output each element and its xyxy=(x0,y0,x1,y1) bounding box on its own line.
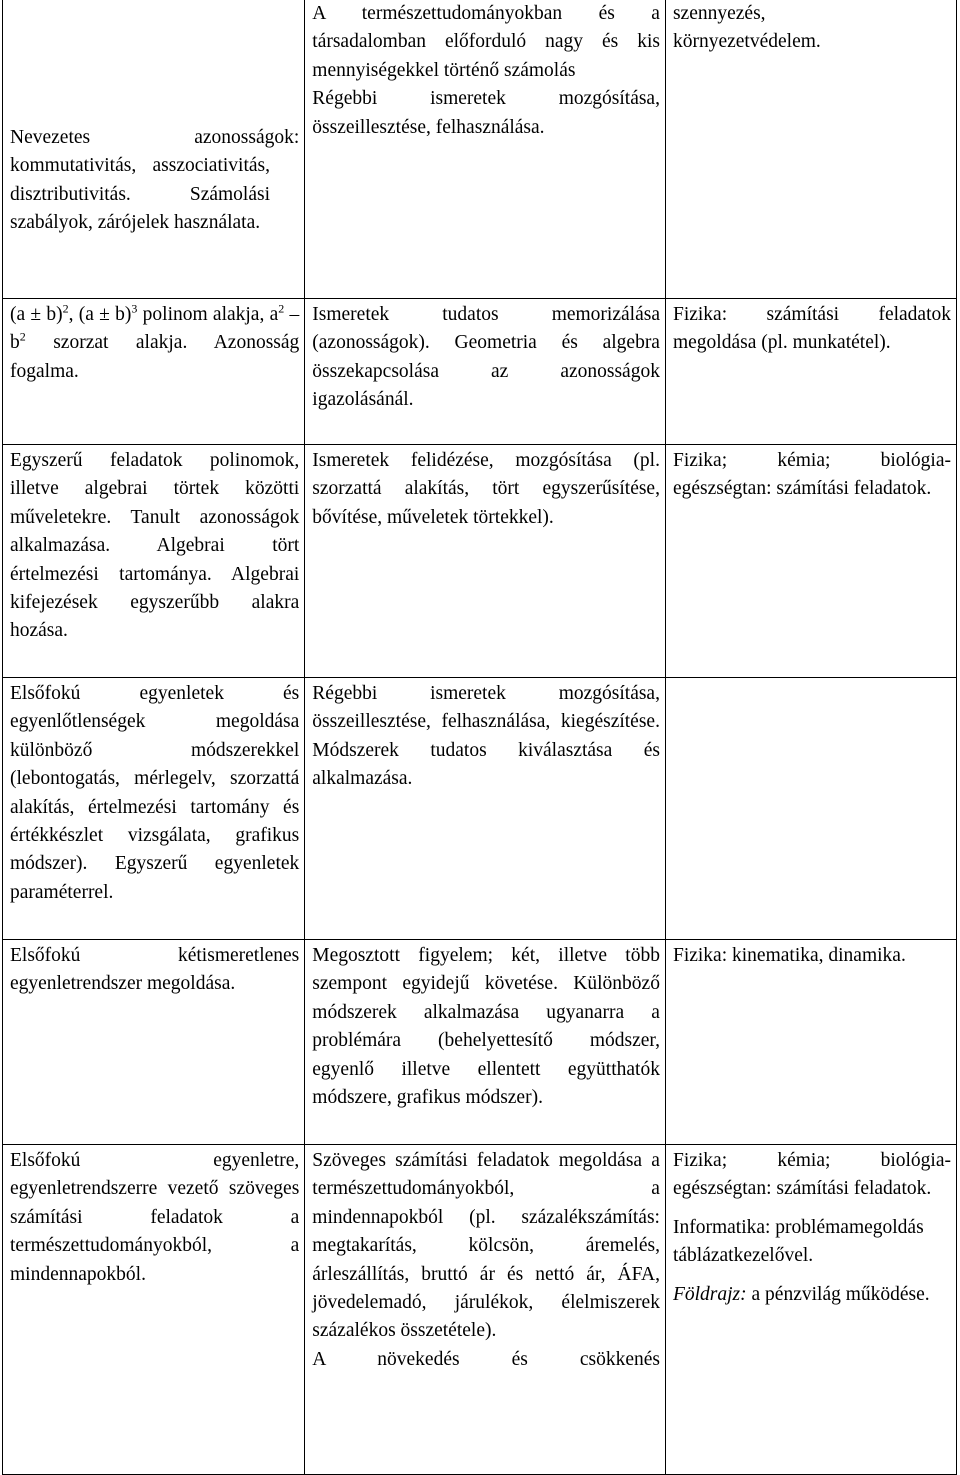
cell-text: kommutativitás, asszociativitás, disztributivitás. Számolási szabályok, zárójelek használata. xyxy=(10,155,270,234)
formula-text: $(a \pm b)^2$, $(a \pm b)^3$ polinom alakja, $a^2 - b^2$ szorzat alakja. Azonosság fogalma. xyxy=(10,301,300,382)
table-cell xyxy=(305,299,666,445)
table-row xyxy=(3,940,957,1145)
cell-text: Régebbi ismeretek mozgósítása, összeillesztése, felhasználása, kiegészítése. Módszerek tudatos kiválasztása és alkalmazása. xyxy=(312,683,660,790)
table-cell xyxy=(3,678,305,940)
cell-text: Megosztott figyelem; két, illetve több szempont egyidejű követése. Különböző módszerek alkalmazása ugyanarra a problémára (behelyettesítő módszer, egyenlő illetve ellentett együtthatók módszere, grafikus módszer). xyxy=(312,945,660,1109)
table-cell xyxy=(665,0,956,299)
table-cell xyxy=(3,1145,305,1475)
cell-text: szennyezés, környezetvédelem. xyxy=(672,3,821,53)
table-row xyxy=(3,1145,957,1475)
cell-text: Fizika: kinematika, dinamika. xyxy=(672,945,906,966)
cell-text: Ismeretek tudatos memorizálása (azonosságok). Geometria és algebra összekapcsolása az azonosságok igazolásánál. xyxy=(312,304,660,411)
table-cell xyxy=(305,0,666,299)
cell-text: Szöveges számítási feladatok megoldása a természettudományokból, a mindennapokból (pl. százalékszámítás: megtakarítás, kölcsön, áremelés, árleszállítás, bruttó ár és nettó ár, ÁFA, jövedelemadó, járulékok, élelmiszerek százalékos összetétele). xyxy=(312,1150,660,1342)
cell-text: Régebbi ismeretek mozgósítása, összeillesztése, felhasználása. xyxy=(312,88,660,138)
cell-text: Egyszerű feladatok polinomok, illetve algebrai törtek közötti műveletekre. Tanult azonosságok alkalmazása. Algebrai tört értelmezési tartománya. Algebrai kifejezések egyszerűbb alakra hozása. xyxy=(10,450,300,642)
cell-text: Földrajz: a pénzvilág működése. xyxy=(672,1283,930,1305)
cell-text: A természettudományokban és a társadalomban előforduló nagy és kis mennyiségekkel történő számolás xyxy=(312,3,660,81)
table-row xyxy=(3,299,957,445)
cell-text: Elsőfokú kétismeretlenes egyenletrendszer megoldása. xyxy=(10,945,300,995)
cell-text: Fizika: számítási feladatok megoldása (pl. munkatétel). xyxy=(672,304,951,354)
table-cell xyxy=(305,1145,666,1475)
cell-text: Fizika; kémia; biológia-egészségtan: számítási feladatok. xyxy=(672,1150,951,1200)
table-cell xyxy=(305,940,666,1145)
cell-text: Informatika: problémamegoldás táblázatkezelővel. xyxy=(672,1216,924,1267)
italic-text: Földrajz: xyxy=(672,1283,747,1305)
table-cell xyxy=(665,940,956,1145)
cell-text: Nevezetes azonosságok: xyxy=(10,127,300,148)
cell-text: A növekedés és csökkenés xyxy=(312,1348,660,1370)
table-cell xyxy=(3,445,305,678)
table-cell xyxy=(665,678,956,940)
table-cell xyxy=(305,445,666,678)
cell-text: Ismeretek felidézése, mozgósítása (pl. szorzattá alakítás, tört egyszerűsítése, bővítése, műveletek törtekkel). xyxy=(312,450,660,528)
table-cell xyxy=(3,299,305,445)
table-row xyxy=(3,0,957,299)
table-cell xyxy=(665,445,956,678)
table-cell xyxy=(3,940,305,1145)
table-row xyxy=(3,678,957,940)
table-cell xyxy=(305,678,666,940)
table-cell xyxy=(3,0,305,299)
table-row xyxy=(3,445,957,678)
cell-text: Elsőfokú egyenletre, egyenletrendszerre vezető szöveges számítási feladatok a természettudományokból, a mindennapokból. xyxy=(10,1150,300,1285)
cell-text: Fizika; kémia; biológia-egészségtan: számítási feladatok. xyxy=(672,450,951,500)
table-cell xyxy=(665,299,956,445)
curriculum-table xyxy=(2,0,957,1475)
table-cell xyxy=(665,1145,956,1475)
cell-text: Elsőfokú egyenletek és egyenlőtlenségek megoldása különböző módszerekkel (lebontogatás, mérlegelv, szorzattá alakítás, értelmezési tartomány és értékkészlet vizsgálata, grafikus módszer). Egyszerű egyenletek paraméterrel. xyxy=(10,683,300,903)
